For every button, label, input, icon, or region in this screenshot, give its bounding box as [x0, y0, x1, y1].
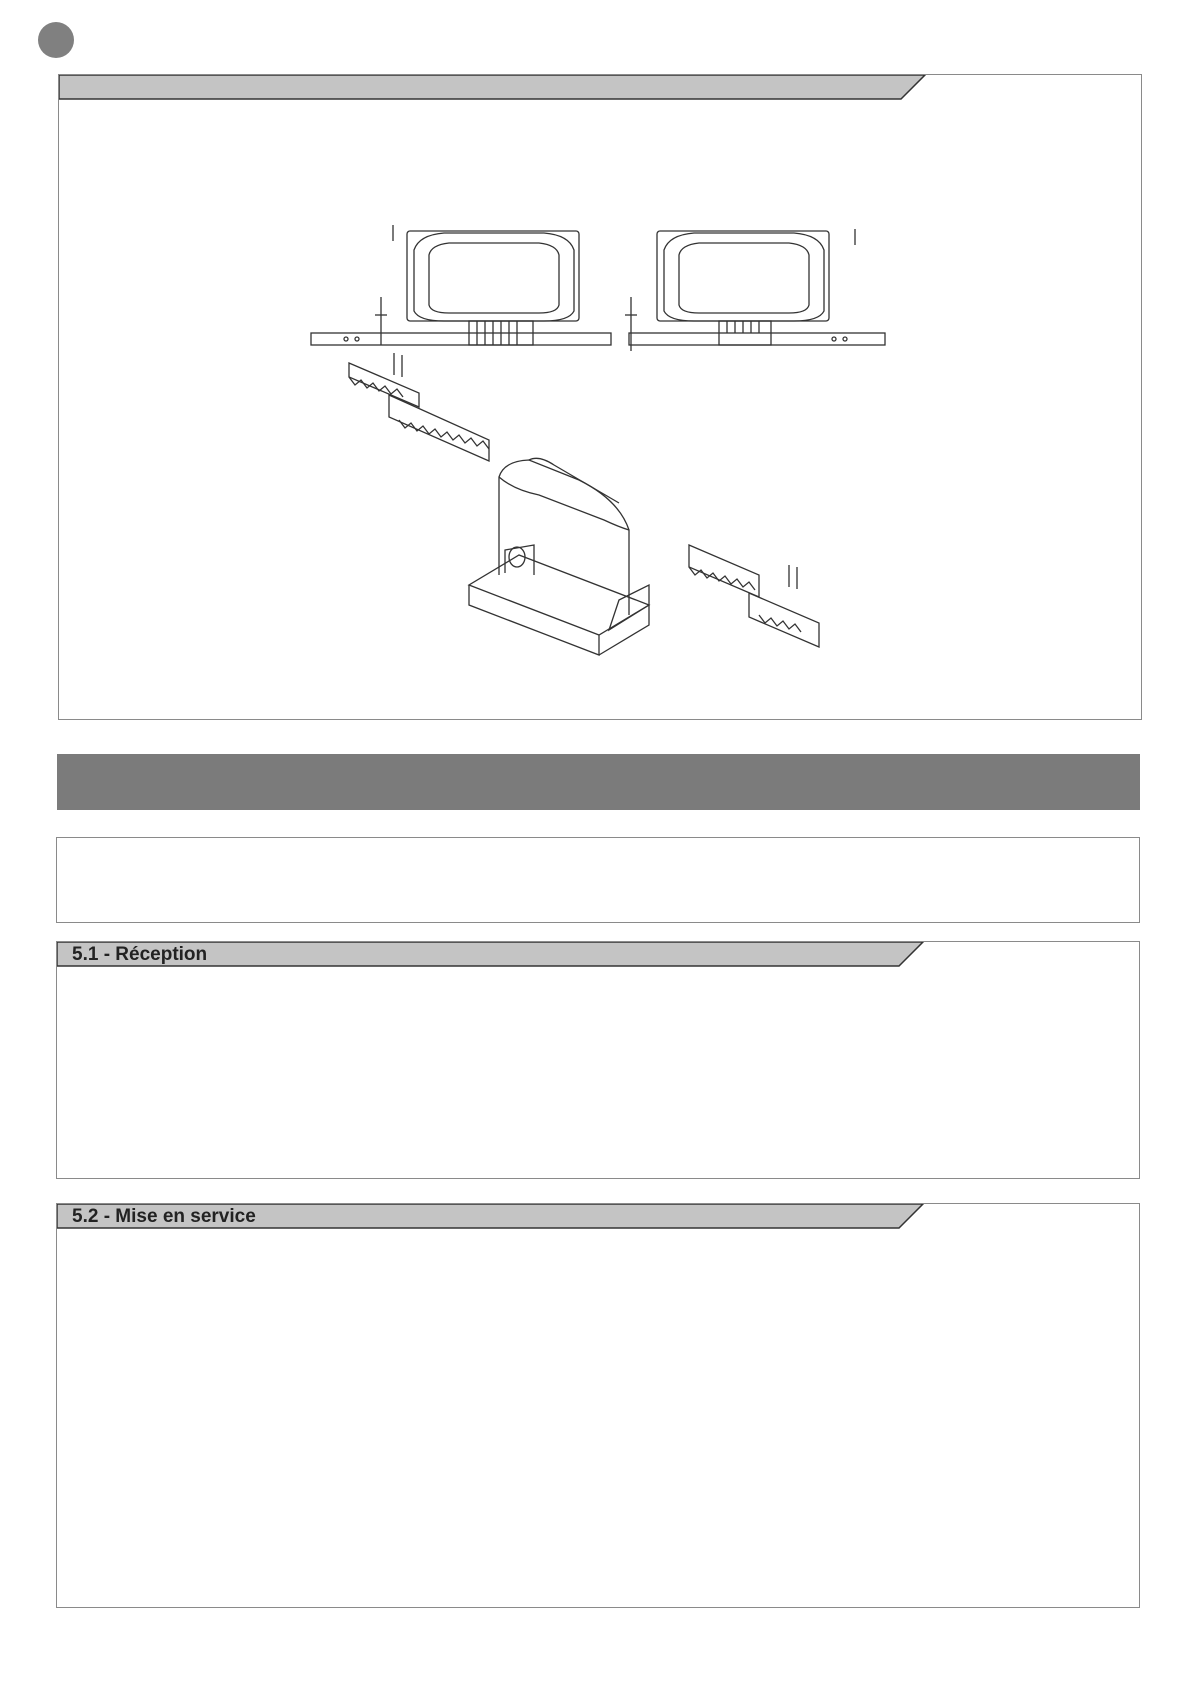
page-number-dot [38, 22, 74, 58]
section-mise-en-service-heading: 5.2 - Mise en service [72, 1206, 256, 1227]
section-reception-heading: 5.1 - Réception [72, 944, 208, 965]
section-reception [56, 941, 1140, 1179]
section-banner [57, 754, 1140, 810]
section-mise-en-service [56, 1203, 1140, 1608]
figure-panel [58, 74, 1142, 720]
rack-installation-drawing-icon [59, 75, 1143, 721]
notice-box [56, 837, 1140, 923]
